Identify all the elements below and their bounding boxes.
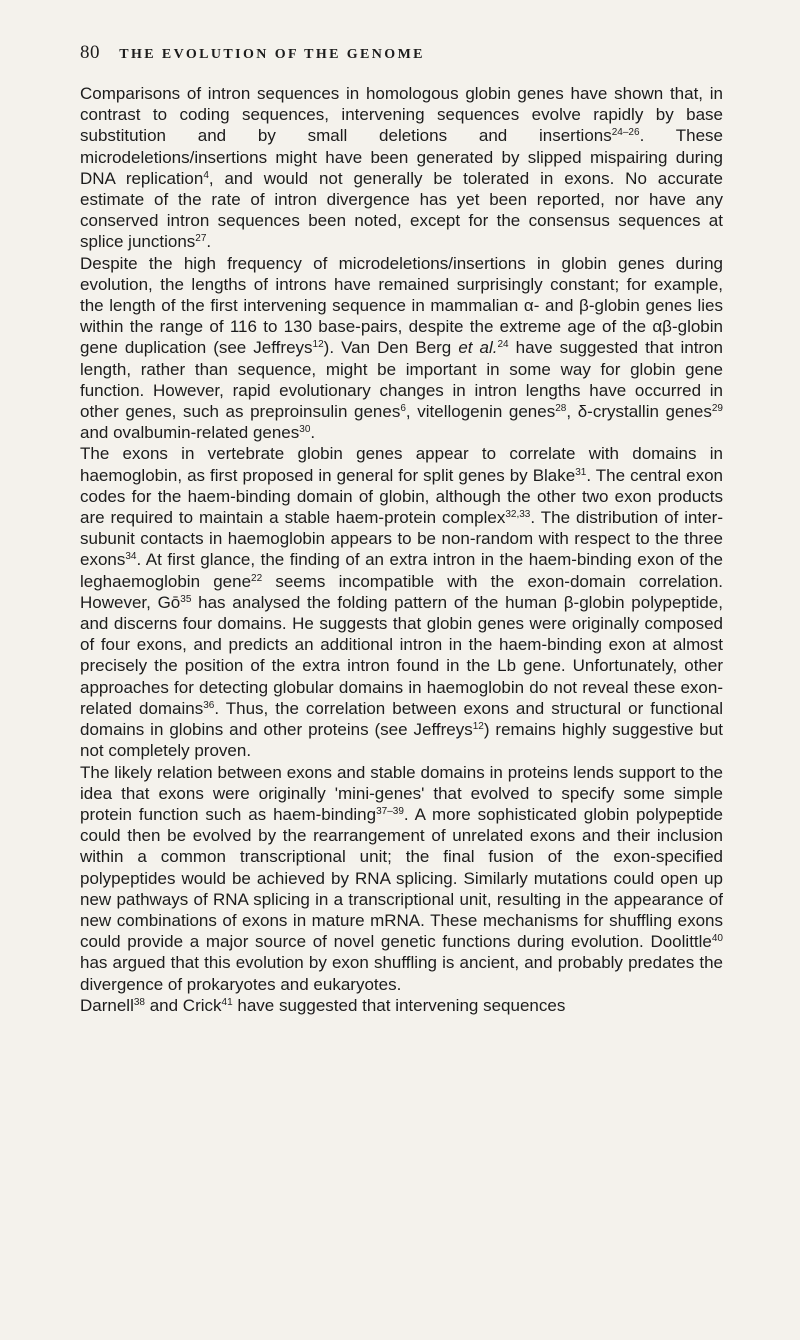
citation-superscript: 36 <box>203 699 215 711</box>
citation-superscript: 41 <box>221 996 233 1008</box>
italic-text: et al. <box>458 338 498 358</box>
text-run: . At first glance, the finding of an extra intron in the haem-binding exon of the leghaemoglobin gene <box>80 550 723 591</box>
text-run: . The distribution of inter-subunit contacts in haemoglobin appears to be non-random with respect to the three exons <box>80 508 723 570</box>
citation-superscript: 27 <box>195 233 207 245</box>
text-run: The likely relation between exons and stable domains in proteins lends support to the idea that exons were originally 'mini-genes' that evolved to specify some simple protein function such as haem-binding <box>80 762 723 824</box>
citation-superscript: 6 <box>400 403 406 415</box>
paragraph <box>80 995 723 1016</box>
text-run: , δ-crystallin genes <box>566 402 712 422</box>
citation-superscript: 24–26 <box>611 127 640 139</box>
citation-superscript: 38 <box>133 996 145 1008</box>
citation-superscript: 34 <box>125 551 137 563</box>
text-run: and Crick <box>144 995 222 1015</box>
citation-superscript: 32,33 <box>505 509 531 521</box>
citation-superscript: 24 <box>497 339 509 351</box>
citation-superscript: 29 <box>711 403 723 415</box>
paragraph <box>80 443 723 761</box>
citation-superscript: 4 <box>203 169 209 181</box>
paragraph <box>80 762 723 995</box>
page-number: 80 <box>80 42 100 63</box>
citation-superscript: 30 <box>299 424 311 436</box>
text-run: . <box>206 232 212 252</box>
text-run: , vitellogenin genes <box>405 402 556 422</box>
citation-superscript: 35 <box>180 593 192 605</box>
citation-superscript: 37–39 <box>376 805 404 817</box>
citation-superscript: 22 <box>251 572 263 584</box>
text-run: The exons in vertebrate globin genes appear to correlate with domains in haemoglobin, as first proposed in general for split genes by Blake <box>80 444 723 485</box>
text-run: . Thus, the correlation between exons and structural or functional domains in globins and other proteins (see Jeffreys <box>80 698 723 740</box>
text-run: has argued that this evolution by exon shuffling is ancient, and probably predates the divergence of prokaryotes and eukaryotes. <box>80 953 723 994</box>
paragraph <box>80 83 723 253</box>
running-title: THE EVOLUTION OF THE GENOME <box>119 47 425 62</box>
text-run: . These microdeletions/insertions might have been generated by slipped mispairing during DNA replication <box>80 126 723 188</box>
text-run: has analysed the folding pattern of the human β-globin polypeptide, and discerns four domains. He suggests that globin genes were originally composed of four exons, and predicts an additional intron in the haem-binding exon at almost precisely the position of the extra intron found in the Lb gene. Unfortunately, other approaches for detecting globular domains in haemoglobin do not reveal these exon-related domains <box>80 592 723 718</box>
citation-superscript: 40 <box>711 933 723 945</box>
text-run: ) remains highly suggestive but not completely proven. <box>80 720 723 761</box>
text-run: , and would not generally be tolerated in exons. No accurate estimate of the rate of intron divergence has yet been reported, nor have any conserved intron sequences been noted, except for the consensus sequences at splice junctions <box>80 168 723 252</box>
body-text <box>80 83 723 1016</box>
text-run: ). Van Den Berg <box>323 338 459 358</box>
text-run: have suggested that intron length, rather than sequence, might be important in some way for globin gene function. However, rapid evolutionary changes in intron lengths have occurred in other genes, such as preproinsulin genes <box>80 338 724 422</box>
text-run: Comparisons of intron sequences in homologous globin genes have shown that, in contrast to coding sequences, intervening sequences evolve rapidly by base substitution and by small deletions and insertions <box>80 84 723 146</box>
text-run: Darnell <box>80 995 134 1015</box>
text-run: and ovalbumin-related genes <box>80 423 300 443</box>
text-run: seems incompatible with the exon-domain correlation. However, Gō <box>80 571 723 612</box>
page-header <box>80 42 425 64</box>
citation-superscript: 12 <box>472 721 484 733</box>
text-run: . A more sophisticated globin polypeptide could then be evolved by the rearrangement of unrelated exons and their inclusion within a common transcriptional unit; the final fusion of the exon-specified polypeptides would be achieved by RNA splicing. Similarly mutations could open up new pathways of RNA splicing in a transcriptional unit, resulting in the appearance of new combinations of exons in mature mRNA. These mechanisms for shuffling exons could provide a major source of novel genetic functions during evolution. Doolittle <box>80 804 723 952</box>
paragraph <box>80 253 723 444</box>
citation-superscript: 31 <box>575 466 587 478</box>
text-run: Despite the high frequency of microdeletions/insertions in globin genes during evolution, the lengths of introns have remained surprisingly constant; for example, the length of the first intervening sequence in mammalian α- and β-globin genes lies within the range of 116 to 130 base-pairs, despite the extreme age of the αβ-globin gene duplication (see Jeffreys <box>80 253 723 358</box>
text-run: have suggested that intervening sequences <box>232 995 566 1015</box>
citation-superscript: 28 <box>555 403 567 415</box>
text-run: . The central exon codes for the haem-binding domain of globin, although the other two exon products are required to maintain a stable haem-protein complex <box>80 465 723 528</box>
citation-superscript: 12 <box>312 339 324 351</box>
text-run: . <box>310 423 316 443</box>
